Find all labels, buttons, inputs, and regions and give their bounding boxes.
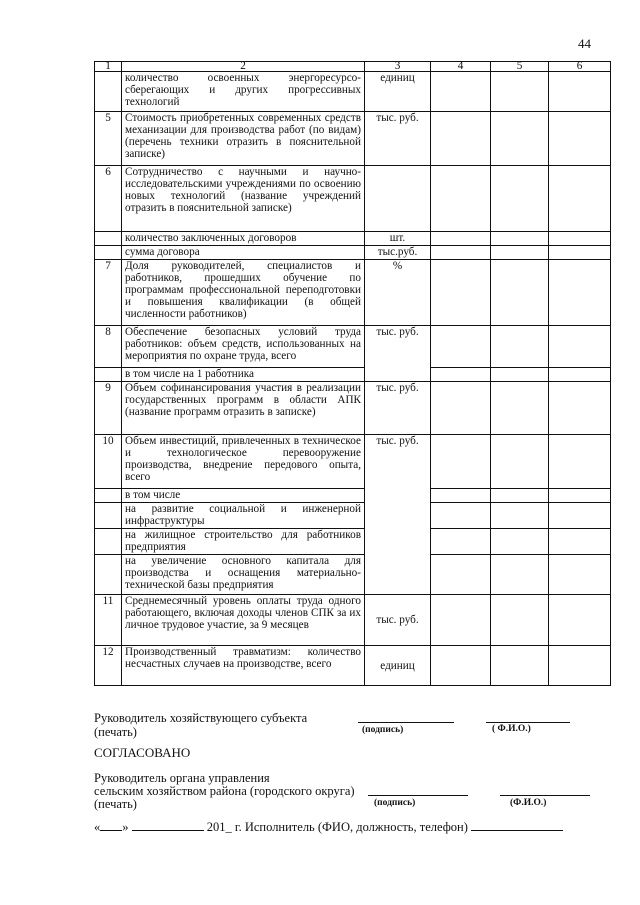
row-number: 5 — [95, 112, 122, 166]
row-indicator: Объем софинансирования участия в реализации государственных программ в области АПК (название программ отразить в записке) — [122, 382, 365, 435]
name-line-2[interactable] — [500, 795, 590, 796]
table-row — [95, 555, 611, 595]
row-number: 10 — [95, 435, 122, 489]
row-unit: тыс. руб. — [365, 595, 431, 646]
date-open-quote: « — [94, 820, 101, 834]
signature-caption: (подпись) — [362, 725, 404, 735]
name-line[interactable] — [486, 722, 570, 723]
table-row — [95, 382, 611, 435]
value-cell[interactable] — [549, 246, 611, 260]
row-number — [95, 246, 122, 260]
row-indicator: в том числе на 1 работника — [122, 368, 365, 382]
month-blank[interactable] — [132, 830, 204, 831]
value-cell[interactable] — [549, 326, 611, 368]
signature-caption-2: (подпись) — [374, 798, 416, 808]
stamp-label-2: (печать) — [94, 797, 137, 811]
value-cell[interactable] — [491, 489, 549, 503]
table-row — [95, 112, 611, 166]
agency-district-label: сельским хозяйством района (городского округа) — [94, 784, 355, 798]
row-indicator: Стоимость приобретенных современных средств механизации для производства работ (по видам) (перечень техники отразить в пояснительной записке) — [122, 112, 365, 166]
value-cell[interactable] — [431, 246, 491, 260]
signature-line-2[interactable] — [368, 795, 468, 796]
row-indicator: на жилищное строительство для работников предприятия — [122, 529, 365, 555]
table-row — [95, 166, 611, 232]
value-cell[interactable] — [431, 112, 491, 166]
row-unit — [365, 489, 431, 503]
row-number — [95, 529, 122, 555]
row-unit — [365, 555, 431, 595]
value-cell[interactable] — [549, 166, 611, 232]
row-number — [95, 489, 122, 503]
row-number: 7 — [95, 260, 122, 326]
day-blank[interactable] — [100, 830, 122, 831]
value-cell[interactable] — [549, 435, 611, 489]
row-number: 9 — [95, 382, 122, 435]
value-cell[interactable] — [491, 72, 549, 112]
value-cell[interactable] — [431, 595, 491, 646]
value-cell[interactable] — [431, 260, 491, 326]
row-indicator: в том числе — [122, 489, 365, 503]
value-cell[interactable] — [549, 112, 611, 166]
value-cell[interactable] — [431, 72, 491, 112]
row-indicator: на увеличение основного капитала для производства и оснащения материально-технической базы предприятия — [122, 555, 365, 595]
name-caption: ( Ф.И.О.) — [492, 724, 531, 734]
header-cell: 4 — [431, 62, 491, 72]
value-cell[interactable] — [491, 232, 549, 246]
row-unit — [365, 529, 431, 555]
header-cell: 5 — [491, 62, 549, 72]
table-row — [95, 489, 611, 503]
value-cell[interactable] — [549, 382, 611, 435]
header-cell: 2 — [122, 62, 365, 72]
value-cell[interactable] — [431, 368, 491, 382]
value-cell[interactable] — [431, 166, 491, 232]
row-unit: тыс. руб. — [365, 382, 431, 435]
table-row — [95, 326, 611, 368]
row-number: 6 — [95, 166, 122, 232]
value-cell[interactable] — [431, 529, 491, 555]
row-unit: тыс. руб. — [365, 435, 431, 489]
row-unit: тыс.руб. — [365, 246, 431, 260]
row-indicator: Объем инвестиций, привлеченных в техническое и технологическое перевооружение производства, внедрение передового опыта, всего — [122, 435, 365, 489]
value-cell[interactable] — [431, 382, 491, 435]
row-indicator: Обеспечение безопасных условий труда работников: объем средств, использованных на мероприятия по охране труда, всего — [122, 326, 365, 368]
value-cell[interactable] — [491, 246, 549, 260]
value-cell[interactable] — [549, 555, 611, 595]
row-indicator: Среднемесячный уровень оплаты труда одного работающего, включая доходы членов СПК за их личное трудовое участие, за 9 месяцев — [122, 595, 365, 646]
row-unit — [365, 166, 431, 232]
table-row — [95, 435, 611, 489]
value-cell[interactable] — [549, 595, 611, 646]
value-cell[interactable] — [431, 435, 491, 489]
row-unit — [365, 503, 431, 529]
signature-line[interactable] — [358, 722, 454, 723]
row-number — [95, 72, 122, 112]
value-cell[interactable] — [431, 555, 491, 595]
report-table — [94, 61, 611, 686]
value-cell[interactable] — [549, 646, 611, 686]
value-cell[interactable] — [431, 326, 491, 368]
table-row — [95, 72, 611, 112]
row-unit: тыс. руб. — [365, 326, 431, 368]
row-indicator: количество освоенных энергоресурсо-сберегающих и других прогрессивных технологий — [122, 72, 365, 112]
value-cell[interactable] — [431, 503, 491, 529]
approved-heading: СОГЛАСОВАНО — [94, 745, 191, 760]
value-cell[interactable] — [431, 489, 491, 503]
table-header-row — [95, 62, 611, 72]
row-indicator: количество заключенных договоров — [122, 232, 365, 246]
row-number — [95, 232, 122, 246]
value-cell[interactable] — [491, 166, 549, 232]
row-number — [95, 368, 122, 382]
table-row — [95, 646, 611, 686]
row-number — [95, 555, 122, 595]
value-cell[interactable] — [431, 232, 491, 246]
page-number: 44 — [578, 36, 591, 51]
row-indicator: Сотрудничество с научными и научно-исследовательскими учреждениями по освоению новых технологий (название учреждений отразить в пояснительной записке) — [122, 166, 365, 232]
value-cell[interactable] — [491, 529, 549, 555]
row-unit: % — [365, 260, 431, 326]
row-indicator: Производственный травматизм: количество несчастных случаев на производстве, всего — [122, 646, 365, 686]
executor-label: Исполнитель (ФИО, должность, телефон) — [244, 820, 468, 834]
table-row — [95, 503, 611, 529]
table-row — [95, 232, 611, 246]
value-cell[interactable] — [491, 112, 549, 166]
name-caption-2: (Ф.И.О.) — [510, 798, 547, 808]
row-unit: единиц — [365, 646, 431, 686]
value-cell[interactable] — [491, 595, 549, 646]
date-executor-line — [94, 820, 563, 835]
row-indicator: сумма договора — [122, 246, 365, 260]
value-cell[interactable] — [549, 368, 611, 382]
table-row — [95, 260, 611, 326]
row-number: 12 — [95, 646, 122, 686]
row-number: 8 — [95, 326, 122, 368]
row-unit — [365, 368, 431, 382]
value-cell[interactable] — [549, 72, 611, 112]
table-row — [95, 246, 611, 260]
row-number — [95, 503, 122, 529]
date-close-quote: » — [122, 820, 129, 834]
stamp-label: (печать) — [94, 725, 137, 739]
value-cell[interactable] — [491, 646, 549, 686]
value-cell[interactable] — [491, 435, 549, 489]
row-unit: тыс. руб. — [365, 112, 431, 166]
header-cell: 3 — [365, 62, 431, 72]
value-cell[interactable] — [549, 232, 611, 246]
value-cell[interactable] — [491, 555, 549, 595]
value-cell[interactable] — [491, 260, 549, 326]
header-cell: 1 — [95, 62, 122, 72]
row-unit: единиц — [365, 72, 431, 112]
head-of-entity-label: Руководитель хозяйствующего субъекта — [94, 711, 308, 725]
value-cell[interactable] — [491, 382, 549, 435]
executor-blank[interactable] — [471, 830, 563, 831]
row-indicator: Доля руководителей, специалистов и работников, прошедших обучение по программам профессиональной переподготовки и повышения квалификации (в общей численности работников) — [122, 260, 365, 326]
value-cell[interactable] — [549, 503, 611, 529]
year-label: 201_ г. — [206, 820, 242, 834]
table-row — [95, 529, 611, 555]
table-row — [95, 368, 611, 382]
head-of-agency-label: Руководитель органа управления — [94, 771, 270, 785]
value-cell[interactable] — [491, 368, 549, 382]
value-cell[interactable] — [549, 529, 611, 555]
value-cell[interactable] — [431, 646, 491, 686]
row-unit: шт. — [365, 232, 431, 246]
table-row — [95, 595, 611, 646]
row-number: 11 — [95, 595, 122, 646]
value-cell[interactable] — [549, 260, 611, 326]
row-indicator: на развитие социальной и инженерной инфраструктуры — [122, 503, 365, 529]
header-cell: 6 — [549, 62, 611, 72]
value-cell[interactable] — [491, 326, 549, 368]
value-cell[interactable] — [549, 489, 611, 503]
value-cell[interactable] — [491, 503, 549, 529]
